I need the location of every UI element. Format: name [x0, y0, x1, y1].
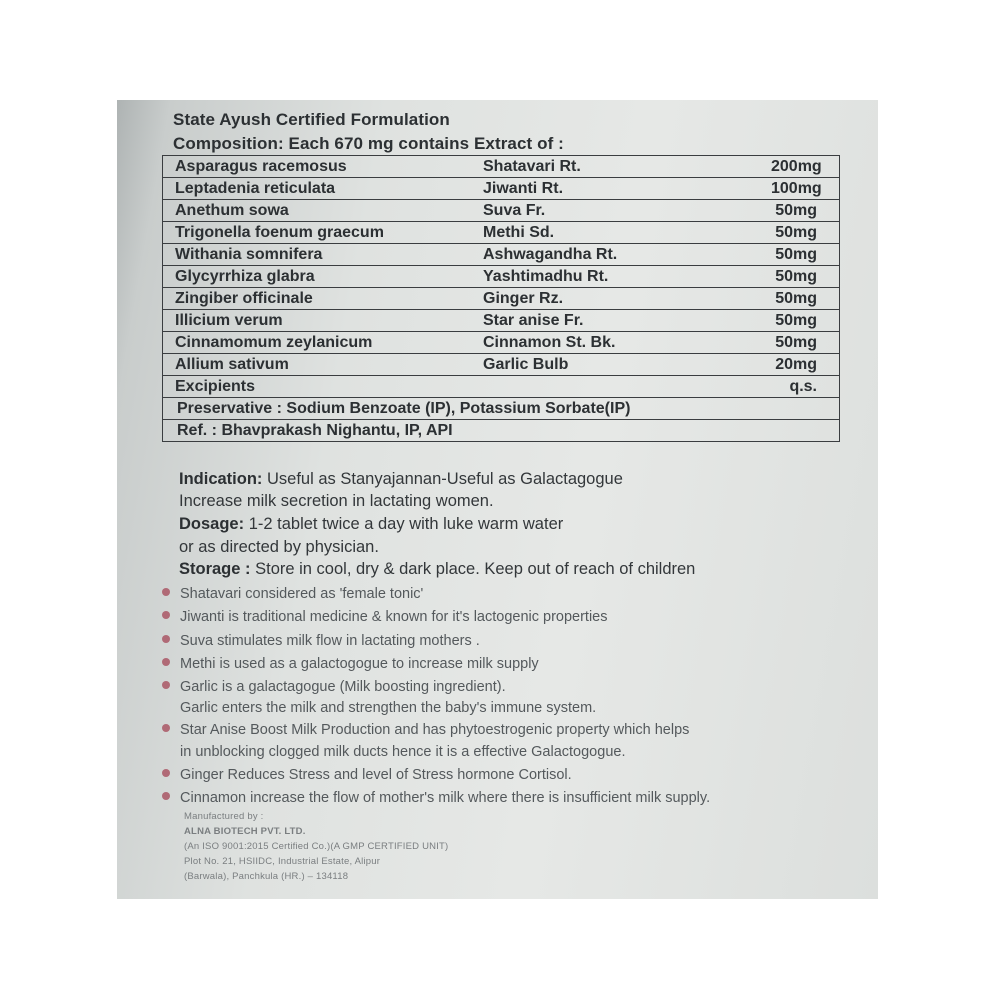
benefit-item [162, 788, 710, 808]
composition-table [162, 155, 840, 442]
manufacturer-label: Manufactured by : [184, 811, 264, 822]
common-name: Jiwanti Rt. [463, 178, 759, 200]
quantity: 50mg [759, 310, 840, 332]
manufacturer-address-line-2: (Barwala), Panchkula (HR.) – 134118 [184, 871, 349, 882]
indication-line [179, 468, 623, 490]
benefit-text: Ginger Reduces Stress and level of Stress hormone Cortisol. [180, 767, 572, 783]
bullet-dot-icon [162, 658, 170, 666]
quantity: 50mg [759, 332, 840, 354]
benefit-continuation: Garlic enters the milk and strengthen the baby's immune system. [180, 700, 597, 716]
quantity: q.s. [759, 376, 840, 398]
benefit-text: Cinnamon increase the flow of mother's milk where there is insufficient milk supply. [180, 790, 711, 806]
benefit-item [162, 720, 689, 740]
latin-name: Withania somnifera [163, 244, 464, 266]
manufacturer-address-line-1: Plot No. 21, HSIIDC, Industrial Estate, Alipur [184, 856, 381, 867]
ingredient-row [163, 288, 840, 310]
common-name: Ashwagandha Rt. [463, 244, 759, 266]
common-name: Garlic Bulb [463, 354, 759, 376]
ingredient-row [163, 354, 840, 376]
ingredient-row [163, 156, 840, 178]
latin-name: Excipients [163, 376, 464, 398]
benefit-item [162, 765, 572, 785]
benefit-item [162, 607, 608, 627]
quantity: 200mg [759, 156, 840, 178]
indication-text: Useful as Stanyajannan-Useful as Galactagogue [262, 470, 623, 488]
quantity: 50mg [759, 222, 840, 244]
quantity: 100mg [759, 178, 840, 200]
benefit-item [162, 631, 480, 651]
storage-line [179, 558, 695, 580]
latin-name: Anethum sowa [163, 200, 464, 222]
bullet-dot-icon [162, 769, 170, 777]
storage-text: Store in cool, dry & dark place. Keep out of reach of children [250, 560, 696, 578]
preservative-row [163, 398, 840, 420]
preservative-text: Preservative : Sodium Benzoate (IP), Potassium Sorbate(IP) [163, 398, 840, 420]
composition-heading: Composition: Each 670 mg contains Extract of : [173, 134, 564, 153]
bullet-dot-icon [162, 611, 170, 619]
manufacturer-certification: (An ISO 9001:2015 Certified Co.)(A GMP CERTIFIED UNIT) [184, 841, 449, 852]
benefit-text: Jiwanti is traditional medicine & known for it's lactogenic properties [180, 609, 608, 625]
benefit-text: Shatavari considered as 'female tonic' [180, 586, 424, 602]
dosage-label: Dosage: [179, 515, 245, 533]
ingredient-row [163, 222, 840, 244]
quantity: 50mg [759, 288, 840, 310]
benefit-item [162, 584, 423, 604]
manufacturer-name: ALNA BIOTECH PVT. LTD. [184, 826, 306, 837]
benefit-continuation: in unblocking clogged milk ducts hence it is a effective Galactogogue. [180, 744, 626, 760]
quantity: 50mg [759, 200, 840, 222]
common-name: Yashtimadhu Rt. [463, 266, 759, 288]
bullet-dot-icon [162, 724, 170, 732]
common-name: Suva Fr. [463, 200, 759, 222]
latin-name: Asparagus racemosus [163, 156, 464, 178]
latin-name: Leptadenia reticulata [163, 178, 464, 200]
ingredient-row [163, 266, 840, 288]
latin-name: Zingiber officinale [163, 288, 464, 310]
indication-line-2: Increase milk secretion in lactating women. [179, 492, 494, 510]
common-name: Star anise Fr. [463, 310, 759, 332]
benefit-item [162, 677, 506, 697]
dosage-text: 1-2 tablet twice a day with luke warm water [244, 515, 564, 533]
ingredient-row [163, 200, 840, 222]
bullet-dot-icon [162, 681, 170, 689]
ingredient-row [163, 310, 840, 332]
ingredient-row [163, 376, 840, 398]
benefit-item [162, 654, 539, 674]
ingredient-row [163, 178, 840, 200]
latin-name: Trigonella foenum graecum [163, 222, 464, 244]
dosage-line-2: or as directed by physician. [179, 538, 379, 556]
formulation-title: State Ayush Certified Formulation [173, 110, 450, 129]
latin-name: Glycyrrhiza glabra [163, 266, 464, 288]
common-name: Methi Sd. [463, 222, 759, 244]
quantity: 20mg [759, 354, 840, 376]
latin-name: Allium sativum [163, 354, 464, 376]
bullet-dot-icon [162, 635, 170, 643]
common-name: Shatavari Rt. [463, 156, 759, 178]
quantity: 50mg [759, 266, 840, 288]
storage-label: Storage : [179, 560, 251, 578]
benefit-text: Star Anise Boost Milk Production and has phytoestrogenic property which helps [180, 722, 690, 738]
common-name [463, 376, 759, 398]
bullet-dot-icon [162, 588, 170, 596]
reference-text: Ref. : Bhavprakash Nighantu, IP, API [163, 420, 840, 442]
latin-name: Illicium verum [163, 310, 464, 332]
common-name: Ginger Rz. [463, 288, 759, 310]
dosage-line [179, 513, 563, 535]
benefit-text: Suva stimulates milk flow in lactating mothers . [180, 633, 480, 649]
ingredient-row [163, 332, 840, 354]
common-name: Cinnamon St. Bk. [463, 332, 759, 354]
latin-name: Cinnamomum zeylanicum [163, 332, 464, 354]
ingredient-row [163, 244, 840, 266]
benefit-text: Methi is used as a galactogogue to increase milk supply [180, 656, 539, 672]
bullet-dot-icon [162, 792, 170, 800]
benefit-text: Garlic is a galactagogue (Milk boosting ingredient). [180, 679, 506, 695]
indication-label: Indication: [179, 470, 263, 488]
reference-row [163, 420, 840, 442]
quantity: 50mg [759, 244, 840, 266]
